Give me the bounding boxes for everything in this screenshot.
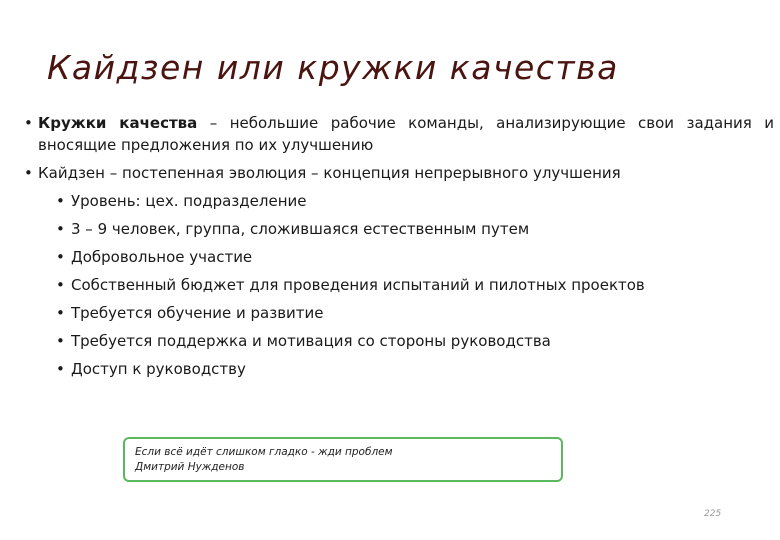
sub-bullet-list [56, 187, 774, 383]
page-number: 225 [704, 509, 722, 519]
sub-bullet-text: 3 – 9 человек, группа, сложившаяся естественным путем [71, 220, 530, 238]
bullet-marker: • [24, 164, 33, 182]
bullet-marker: • [56, 332, 65, 350]
bullet-kaizen [24, 162, 774, 184]
bullet-text [38, 112, 774, 156]
bullet-definition: – небольшие рабочие команды, анализирующие свои задания и вносящие предложения по их улучшению [38, 114, 774, 154]
bullet-list [24, 112, 774, 383]
bullet-marker: • [56, 192, 65, 210]
sub-bullet-text: Требуется обучение и развитие [71, 304, 324, 322]
quote-box [123, 437, 563, 482]
sub-bullet [56, 187, 774, 215]
bullet-marker: • [56, 220, 65, 238]
sub-bullet-text: Требуется поддержка и мотивация со стороны руководства [71, 332, 551, 350]
bullet-quality-circles [24, 112, 774, 156]
bullet-marker: • [56, 304, 65, 322]
sub-bullet [56, 243, 774, 271]
quote-author: Дмитрий Нужденов [135, 461, 245, 473]
bullet-marker: • [56, 276, 65, 294]
bullet-marker: • [56, 248, 65, 266]
bullet-marker: • [56, 360, 65, 378]
bullet-text: Кайдзен – постепенная эволюция – концепция непрерывного улучшения [38, 164, 621, 182]
slide-title: Кайдзен или кружки качества [47, 48, 619, 87]
sub-bullet [56, 215, 774, 243]
sub-bullet [56, 271, 774, 299]
sub-bullet-text: Доступ к руководству [71, 360, 246, 378]
sub-bullet-text: Уровень: цех. подразделение [71, 192, 307, 210]
bullet-term: Кружки качества [38, 114, 198, 132]
bullet-marker: • [24, 114, 33, 132]
quote-text: Если всё идёт слишком гладко - жди проблем [135, 446, 393, 458]
sub-bullet-text: Собственный бюджет для проведения испытаний и пилотных проектов [71, 276, 645, 294]
sub-bullet [56, 327, 774, 355]
sub-bullet-text: Добровольное участие [71, 248, 253, 266]
sub-bullet [56, 355, 774, 383]
sub-bullet [56, 299, 774, 327]
